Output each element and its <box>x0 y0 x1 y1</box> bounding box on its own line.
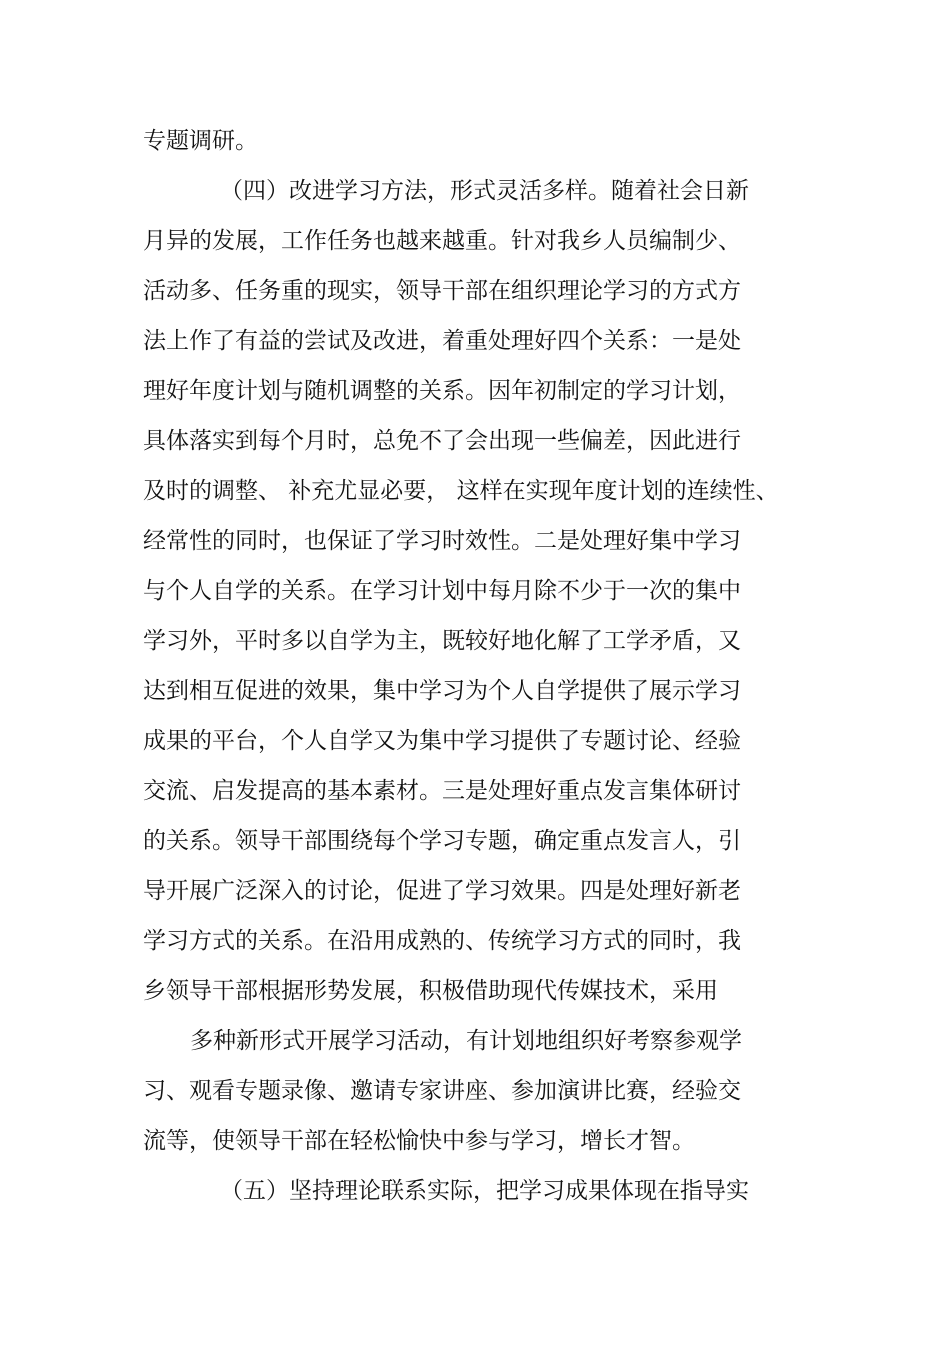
text-line-3: 月异的发展，工作任务也越来越重。针对我乡人员编制少、 <box>143 228 741 254</box>
text-line-19: 多种新形式开展学习活动，有计划地组织好考察参观学 <box>190 1028 742 1054</box>
text-line-17: 学习方式的关系。在沿用成熟的、传统学习方式的同时，我 <box>143 928 741 954</box>
text-line-5: 法上作了有益的尝试及改进，着重处理好四个关系：一是处 <box>143 328 741 354</box>
text-line-8: 及时的调整、 补充尤显必要， 这样在实现年度计划的连续性、 <box>143 478 779 504</box>
text-line-20: 习、观看专题录像、邀请专家讲座、参加演讲比赛，经验交 <box>143 1078 741 1104</box>
text-line-1: 专题调研。 <box>143 128 258 154</box>
text-line-11: 学习外，平时多以自学为主，既较好地化解了工学矛盾，又 <box>143 628 741 654</box>
text-line-9: 经常性的同时，也保证了学习时效性。二是处理好集中学习 <box>143 528 741 554</box>
text-line-6: 理好年度计划与随机调整的关系。因年初制定的学习计划， <box>143 378 741 404</box>
text-line-15: 的关系。领导干部围绕每个学习专题，确定重点发言人，引 <box>143 828 741 854</box>
text-line-13: 成果的平台，个人自学又为集中学习提供了专题讨论、经验 <box>143 728 741 754</box>
text-line-14: 交流、启发提高的基本素材。三是处理好重点发言集体研讨 <box>143 778 741 804</box>
text-line-2: （四）改进学习方法，形式灵活多样。随着社会日新 <box>220 178 749 204</box>
text-line-18: 乡领导干部根据形势发展，积极借助现代传媒技术，采用 <box>143 978 718 1004</box>
text-line-16: 导开展广泛深入的讨论，促进了学习效果。四是处理好新老 <box>143 878 741 904</box>
text-line-12: 达到相互促进的效果，集中学习为个人自学提供了展示学习 <box>143 678 741 704</box>
text-line-4: 活动多、任务重的现实，领导干部在组织理论学习的方式方 <box>143 278 741 304</box>
text-line-21: 流等，使领导干部在轻松愉快中参与学习，增长才智。 <box>143 1128 695 1154</box>
text-line-22: （五）坚持理论联系实际，把学习成果体现在指导实 <box>220 1178 749 1204</box>
text-line-7: 具体落实到每个月时，总免不了会出现一些偏差，因此进行 <box>143 428 741 454</box>
text-line-10: 与个人自学的关系。在学习计划中每月除不少于一次的集中 <box>143 578 741 604</box>
